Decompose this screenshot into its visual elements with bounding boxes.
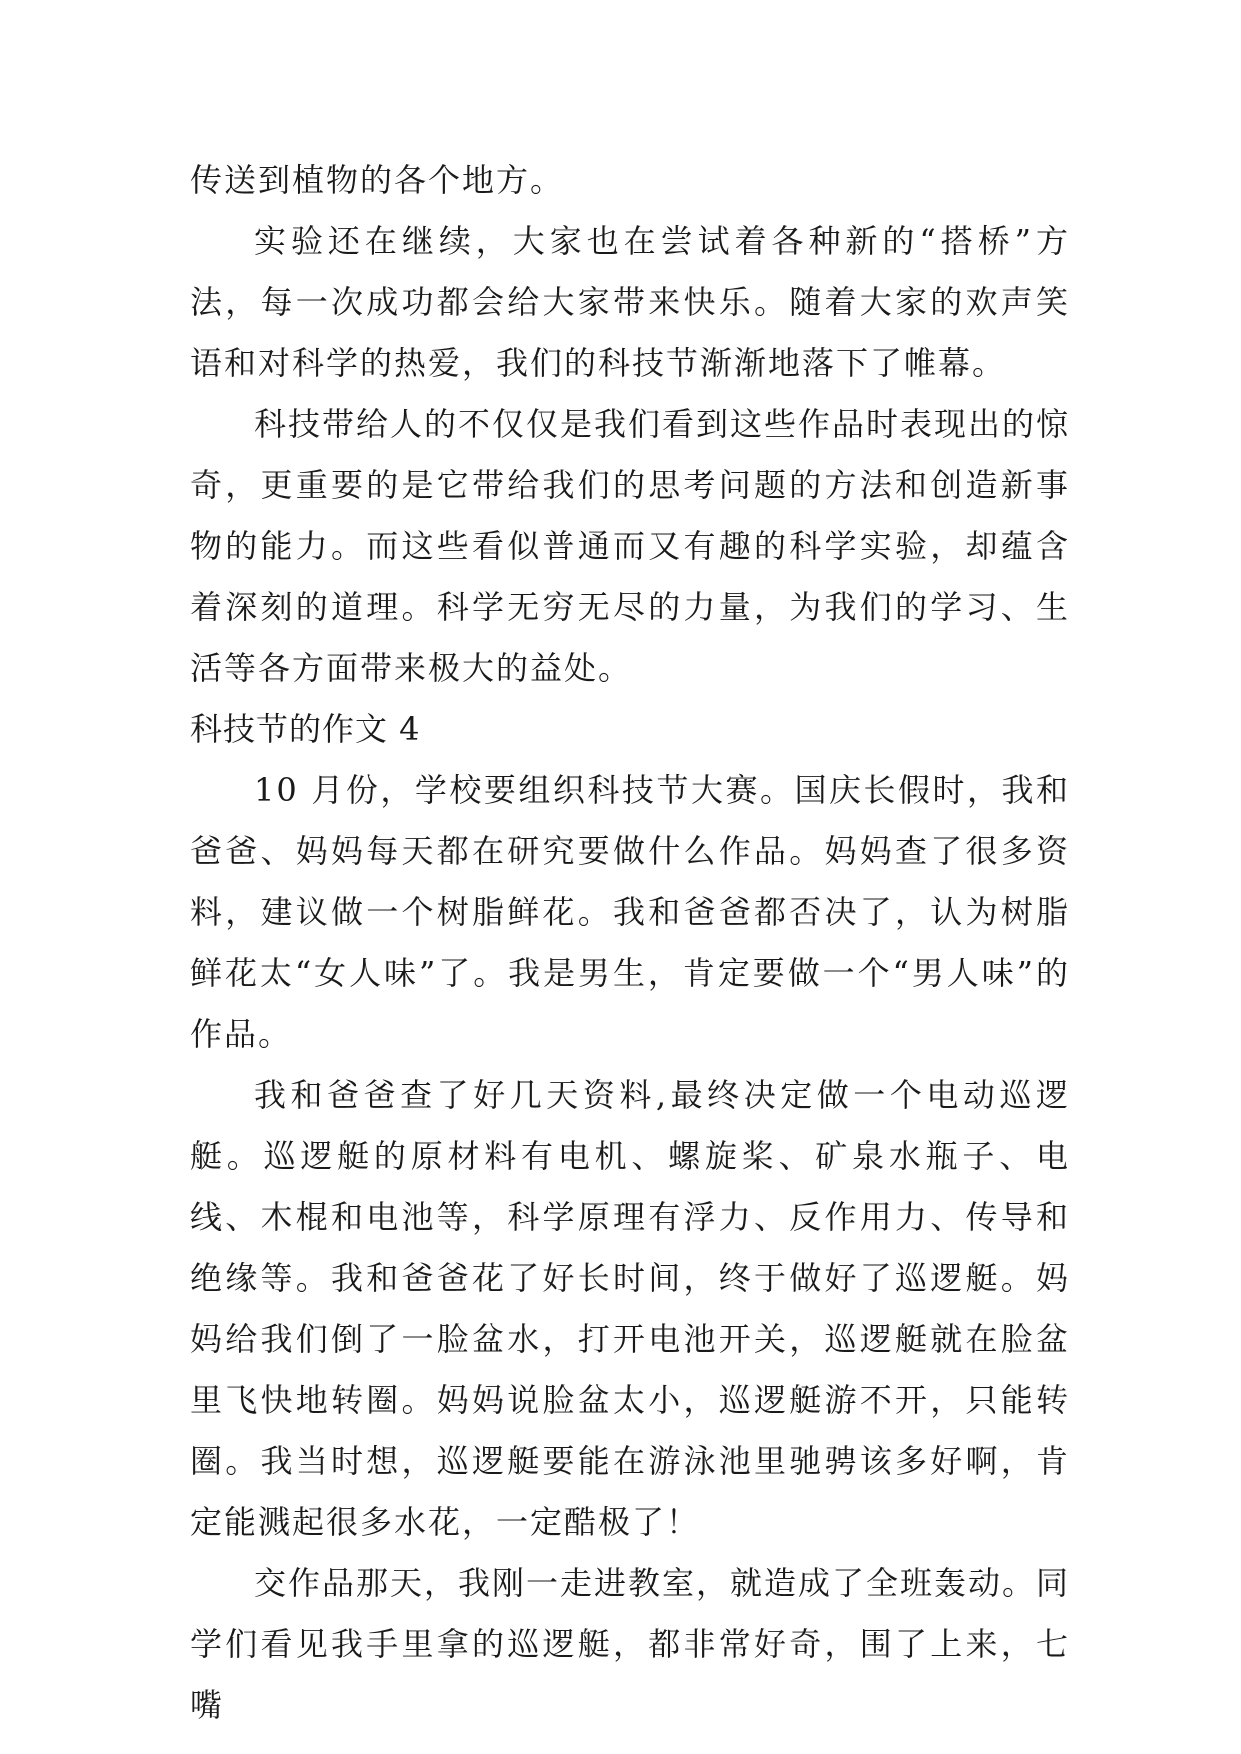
essay-body: [190, 150, 1070, 1736]
paragraph: 交作品那天，我刚一走进教室，就造成了全班轰动。同学们看见我手里拿的巡逻艇，都非常好奇，围了上来，七嘴: [190, 1564, 1071, 1724]
paragraph: 科技带给人的不仅仅是我们看到这些作品时表现出的惊奇，更重要的是它带给我们的思考问题的方法和创造新事物的能力。而这些看似普通而又有趣的科学实验，却蕴含着深刻的道理。科学无穷无尽的力量，为我们的学习、生活等各方面带来极大的益处。: [190, 405, 1071, 687]
paragraph: 我和爸爸查了好几天资料,最终决定做一个电动巡逻艇。巡逻艇的原材料有电机、螺旋桨、矿泉水瓶子、电线、木棍和电池等，科学原理有浮力、反作用力、传导和绝缘等。我和爸爸花了好长时间，终于做好了巡逻艇。妈妈给我们倒了一脸盆水，打开电池开关，巡逻艇就在脸盆里飞快地转圈。妈妈说脸盆太小，巡逻艇游不开，只能转圈。我当时想，巡逻艇要能在游泳池里驰骋该多好啊，肯定能溅起很多水花，一定酷极了！: [190, 1076, 1070, 1541]
paragraph: 实验还在继续，大家也在尝试着各种新的“搭桥”方法，每一次成功都会给大家带来快乐。随着大家的欢声笑语和对科学的热爱，我们的科技节渐渐地落下了帷幕。: [190, 222, 1070, 382]
paragraph: 10 月份，学校要组织科技节大赛。国庆长假时，我和爸爸、妈妈每天都在研究要做什么作品。妈妈查了很多资料，建议做一个树脂鲜花。我和爸爸都否决了，认为树脂鲜花太“女人味”了。我是男生，肯定要做一个“男人味”的作品。: [190, 771, 1070, 1053]
essay-heading: 科技节的作文 4: [190, 710, 421, 748]
paragraph-continuation: 传送到植物的各个地方。: [190, 161, 565, 199]
